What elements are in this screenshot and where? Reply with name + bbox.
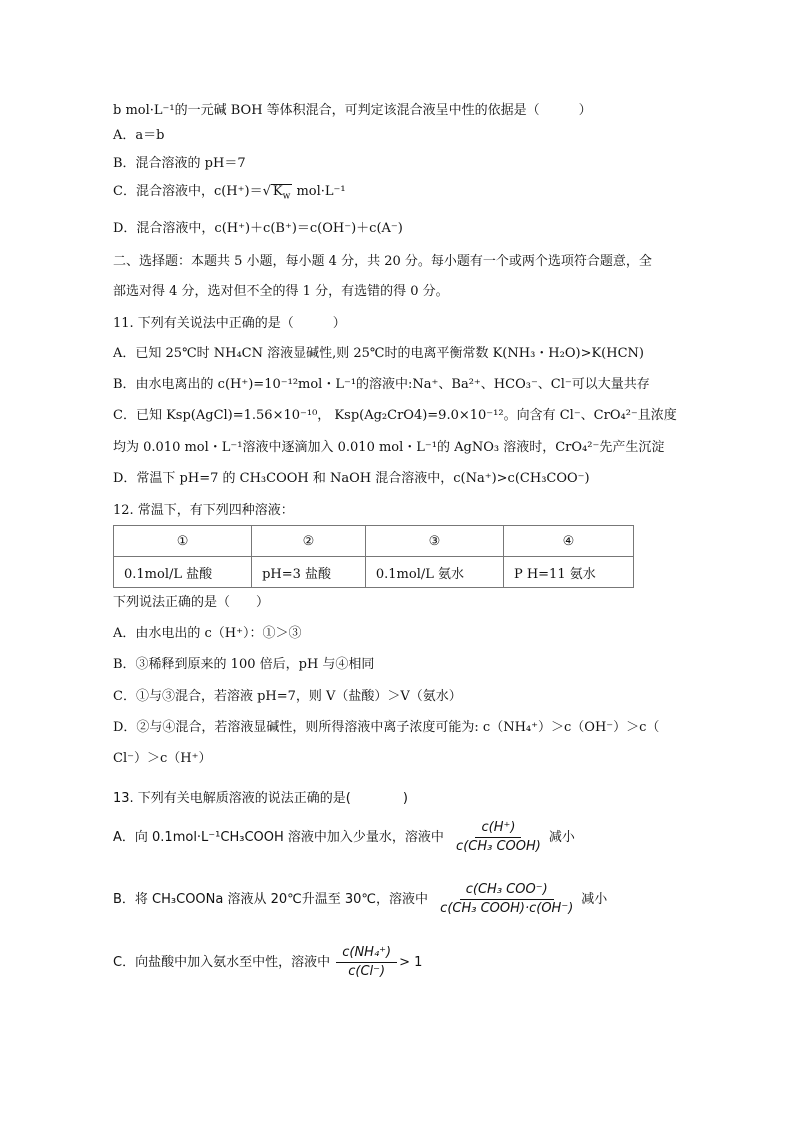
q13-option-c-text: C．向盐酸中加入氨水至中性，溶液中 bbox=[113, 955, 331, 970]
q13-option-b-conclusion: 减小 bbox=[581, 892, 608, 907]
table-header-cell: ③ bbox=[365, 526, 503, 557]
q10-option-c bbox=[113, 183, 346, 201]
q12-stem: 12. 常温下，有下列四种溶液： bbox=[113, 503, 294, 518]
q10-option-d: D．混合溶液中，c(H⁺)＋c(B⁺)＝c(OH⁻)＋c(A⁻) bbox=[113, 221, 403, 236]
q11-option-d: D．常温下 pH=7 的 CH₃COOH 和 NaOH 混合溶液中，c(Na⁺)>c(CH₃COO⁻) bbox=[113, 471, 590, 486]
q12-option-d-line2: Cl⁻）＞c（H⁺） bbox=[113, 751, 212, 766]
q13-option-b bbox=[113, 882, 607, 918]
table-header-cell: ① bbox=[114, 526, 252, 557]
q11-option-c-line1: C．已知 Ksp(AgCl)=1.56×10⁻¹⁰， Ksp(Ag₂CrO4)=9.0×10⁻¹²。向含有 Cl⁻、CrO₄²⁻且浓度 bbox=[113, 408, 677, 423]
fraction-denominator: c(CH₃ COOH) bbox=[456, 839, 541, 854]
fraction bbox=[434, 882, 579, 917]
q13-stem: 13. 下列有关电解质溶液的说法正确的是( ) bbox=[113, 791, 408, 806]
fraction bbox=[450, 820, 547, 855]
fraction-numerator: c(CH₃ COO⁻) bbox=[460, 882, 554, 900]
solutions-table bbox=[113, 525, 634, 588]
q10-option-b: B．混合溶液的 pH＝7 bbox=[113, 156, 246, 171]
fraction-numerator: c(NH₄⁺) bbox=[336, 945, 397, 963]
q12-prompt: 下列说法正确的是（ ） bbox=[113, 595, 270, 610]
q12-option-d-line1: D．②与④混合，若溶液显碱性，则所得溶液中离子浓度可能为: c（NH₄⁺）＞c（OH⁻）＞c（ bbox=[113, 720, 660, 735]
q13-option-b-text: B．将 CH₃COONa 溶液从 20℃升温至 30℃，溶液中 bbox=[113, 892, 429, 907]
kw-subscript: w bbox=[282, 191, 291, 202]
sqrt-symbol: √ bbox=[262, 184, 271, 199]
section2-instructions-line2: 部选对得 4 分，选对但不全的得 1 分，有选错的得 0 分。 bbox=[113, 284, 449, 299]
q13-option-a-conclusion: 减小 bbox=[548, 830, 575, 845]
q10-stem-continued: b mol·L⁻¹的一元碱 BOH 等体积混合，可判定该混合液呈中性的依据是（ ） bbox=[113, 103, 592, 118]
q12-option-a: A．由水电出的 c（H⁺）：①＞③ bbox=[113, 626, 302, 641]
table-cell: P H=11 氨水 bbox=[503, 557, 633, 588]
q11-option-b: B．由水电离出的 c(H⁺)=10⁻¹²mol・L⁻¹的溶液中:Na⁺、Ba²⁺、HCO₃⁻、Cl⁻可以大量共存 bbox=[113, 377, 650, 392]
q13-option-a bbox=[113, 820, 575, 856]
q12-option-b: B．③稀释到原来的 100 倍后，pH 与④相同 bbox=[113, 657, 375, 672]
table-cell: 0.1mol/L 盐酸 bbox=[114, 557, 252, 588]
q10-option-a: A．a＝b bbox=[113, 128, 165, 143]
section2-instructions-line1: 二、选择题：本题共 5 小题，每小题 4 分，共 20 分。每小题有一个或两个选项符合题意，全 bbox=[113, 254, 652, 269]
fraction-numerator: c(H⁺) bbox=[475, 820, 521, 838]
q13-option-c bbox=[113, 945, 422, 981]
table-header-cell: ② bbox=[252, 526, 366, 557]
table-header-cell: ④ bbox=[503, 526, 633, 557]
table-header-row bbox=[114, 526, 634, 557]
q11-option-a: A．已知 25℃时 NH₄CN 溶液显碱性,则 25℃时的电离平衡常数 K(NH₃・H₂O)>K(HCN) bbox=[113, 346, 644, 361]
kw-symbol: K bbox=[272, 184, 283, 199]
q11-option-c-line2: 均为 0.010 mol・L⁻¹溶液中逐滴加入 0.010 mol・L⁻¹的 AgNO₃ 溶液时，CrO₄²⁻先产生沉淀 bbox=[113, 440, 665, 455]
fraction-denominator: c(CH₃ COOH)·c(OH⁻) bbox=[440, 901, 574, 916]
q10-option-c-unit: mol·L⁻¹ bbox=[292, 184, 346, 199]
q13-option-c-conclusion: > 1 bbox=[399, 955, 423, 970]
q11-stem: 11. 下列有关说法中正确的是（ ） bbox=[113, 316, 346, 331]
table-cell: 0.1mol/L 氨水 bbox=[365, 557, 503, 588]
sqrt-radicand bbox=[271, 184, 292, 202]
q12-option-c: C．①与③混合，若溶液 pH=7，则 V（盐酸）＞V（氨水） bbox=[113, 689, 462, 704]
q13-option-a-text: A．向 0.1mol·L⁻¹CH₃COOH 溶液中加入少量水，溶液中 bbox=[113, 830, 444, 845]
table-row bbox=[114, 557, 634, 588]
q10-option-c-text: C．混合溶液中，c(H⁺)＝ bbox=[113, 184, 263, 199]
table-cell: pH=3 盐酸 bbox=[252, 557, 366, 588]
fraction-denominator: c(Cl⁻) bbox=[348, 964, 386, 979]
fraction bbox=[336, 945, 397, 980]
